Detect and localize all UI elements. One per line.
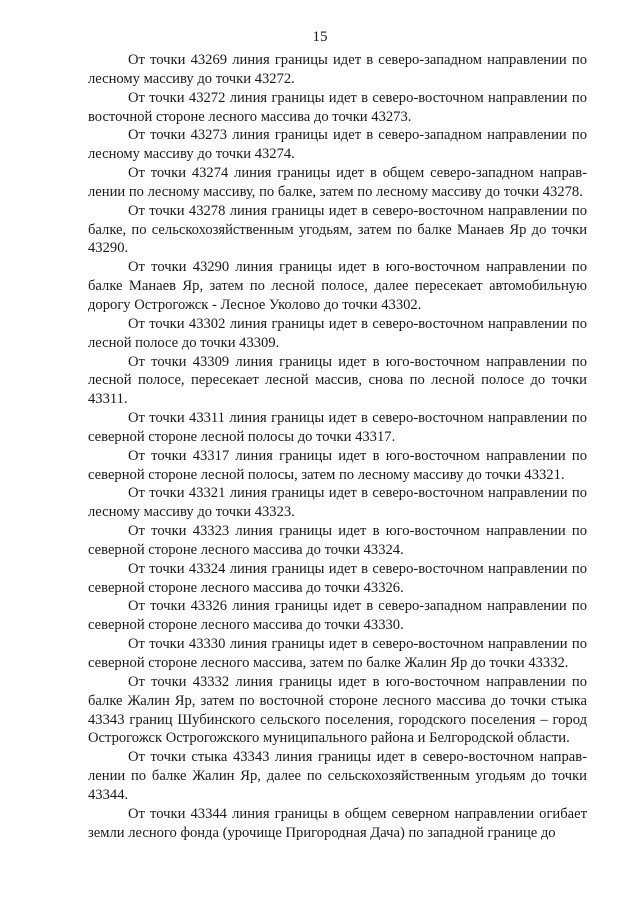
paragraph: От точки 43290 линия границы идет в юго-восточном направлении по балке Манаев Яр, затем по лесной полосе, далее пересекает автомобильную дорогу Острогожск - Лесное Уколово до точки 43302. <box>88 259 587 313</box>
paragraph: От точки 43269 линия границы идет в северо-западном направлении по лесному массиву до точки 43272. <box>88 52 587 87</box>
paragraph: От точки 43273 линия границы идет в северо-западном направлении по лесному массиву до точки 43274. <box>88 127 587 163</box>
paragraph: От точки 43344 линия границы в общем северном направлении огибает земли лесного фонда (урочище Пригородная Дача) по западной границе до <box>88 805 587 841</box>
document-body <box>88 51 587 842</box>
paragraph: От точки 43278 линия границы идет в северо-восточном направлении по балке, по сельскохозяйственным угодьям, затем по балке Манаев Яр до точки 43290. <box>88 202 587 257</box>
paragraph: От точки 43274 линия границы идет в общем северо-западном направлении по лесному массиву, по балке, затем по лесному массиву до точки 43278. <box>88 165 587 200</box>
paragraph: От точки стыка 43343 линия границы идет в северо-восточном направлении по балке Жалин Яр, далее по сельскохозяйственным угодьям до точки 43344. <box>88 749 587 803</box>
paragraph: От точки 43317 линия границы идет в юго-восточном направлении по северной стороне лесной полосы, затем по лесному массиву до точки 43321. <box>88 447 587 483</box>
paragraph: От точки 43309 линия границы идет в юго-восточном направлении по лесной полосе, пересекает лесной массив, снова по лесной полосе до точки 43311. <box>88 353 587 408</box>
paragraph: От точки 43324 линия границы идет в северо-восточном направлении по северной стороне лесного массива до точки 43326. <box>88 560 587 596</box>
paragraph: От точки 43326 линия границы идет в северо-западном направлении по северной стороне лесного массива до точки 43330. <box>88 598 587 634</box>
paragraph: От точки 43330 линия границы идет в северо-восточном направлении по северной стороне лесного массива, затем по балке Жалин Яр до точки 43332. <box>88 636 587 671</box>
paragraph: От точки 43321 линия границы идет в северо-восточном направлении по лесному массиву до точки 43323. <box>88 485 587 521</box>
paragraph: От точки 43332 линия границы идет в юго-восточном направлении по балке Жалин Яр, затем по восточной стороне лесного массива до точки стыка 43343 границ Шубинского сельского поселения, городского поселения – город Острогожск Острогожского муниципального района и Белгородской области. <box>88 673 587 747</box>
page-number: 15 <box>312 29 328 45</box>
paragraph: От точки 43302 линия границы идет в северо-восточном направлении по лесной полосе до точки 43309. <box>88 315 587 351</box>
paragraph: От точки 43272 линия границы идет в северо-восточном направлении по восточной стороне лесного массива до точки 43273. <box>88 89 587 125</box>
paragraph: От точки 43323 линия границы идет в юго-восточном направлении по северной стороне лесного массива до точки 43324. <box>88 523 587 558</box>
paragraph: От точки 43311 линия границы идет в северо-восточном направлении по северной стороне лесной полосы до точки 43317. <box>88 410 587 445</box>
